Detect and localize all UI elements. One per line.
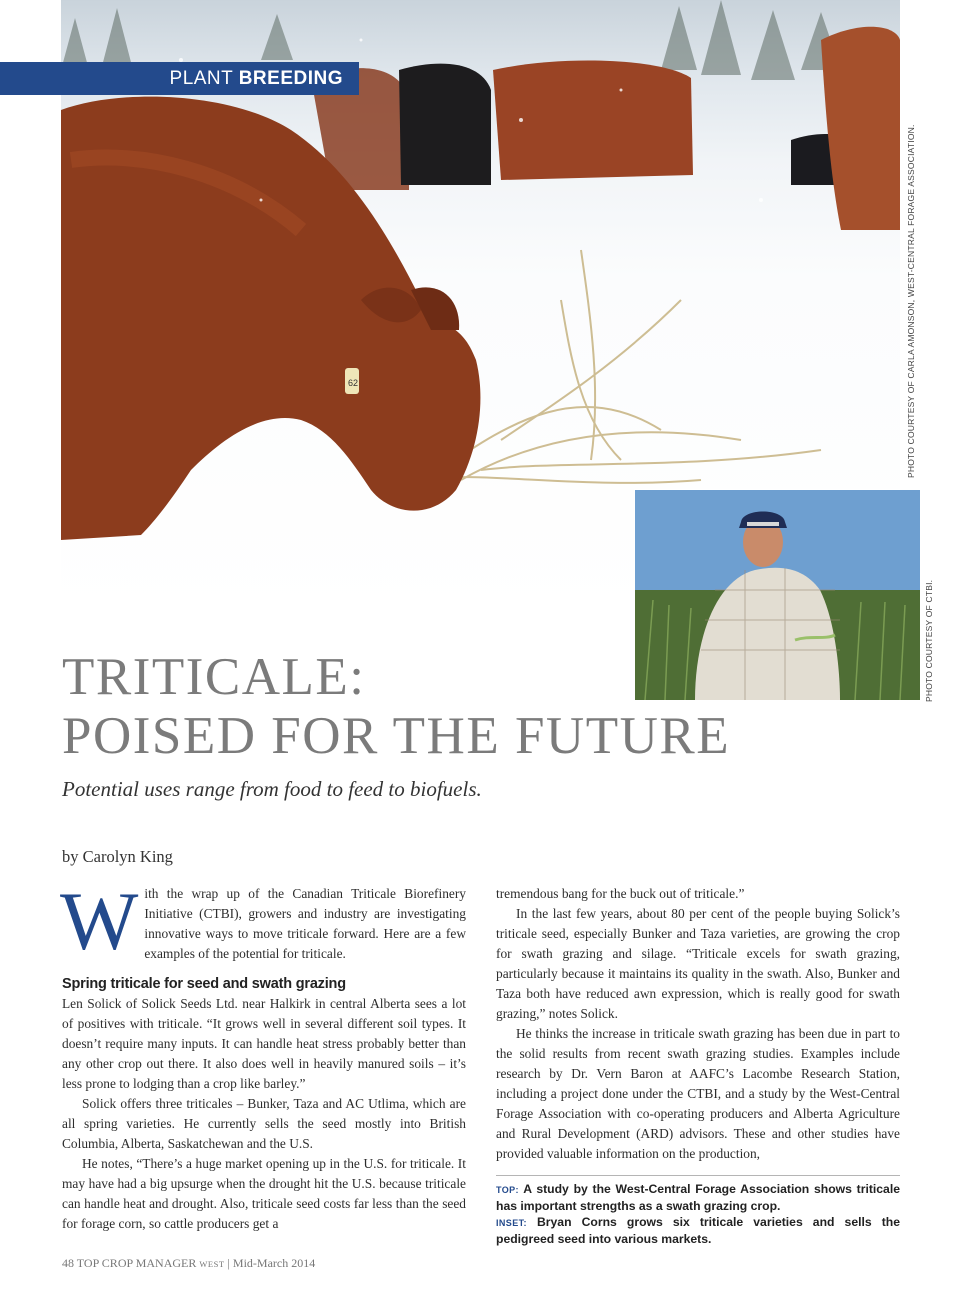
section-subhead: Spring triticale for seed and swath grazing	[62, 976, 346, 992]
article-title	[62, 648, 730, 766]
article-title-line1: TRITICALE:	[62, 648, 366, 706]
caption-top-label: TOP:	[496, 1185, 519, 1195]
body-column-left	[60, 875, 466, 1234]
body-paragraph: tremendous bang for the buck out of triticale.”	[496, 886, 745, 901]
body-paragraph: He thinks the increase in triticale swath grazing has been due in part to the solid results from recent swath grazing studies. Examples include research by Dr. Vern Baron at AAFC’s Lacombe Research Station, including a project done under the CTBI, and a study by the West-Central Forage Association with co-operating producers and Alberta Agriculture and Rural Development (ARD) advisors. These and other studies have provided valuable information on the production,	[496, 1026, 900, 1161]
caption-top-text: A study by the West-Central Forage Association shows triticale has important strengths as a swath grazing crop.	[496, 1182, 900, 1213]
drop-cap: W	[60, 875, 139, 967]
section-label-light: PLANT	[169, 68, 233, 89]
body-paragraph: In the last few years, about 80 per cent of the people buying Solick’s triticale seed, especially Bunker and Taza varieties, are growing the crop for swath grazing and silage. “Triticale excels for swath grazing, particularly because it maintains its quality in the swath. Also, Bunker and Taza both have reduced awn expression, which is really good for swath grazing,” notes Solick.	[496, 906, 900, 1021]
main-photo-credit: PHOTO COURTESY OF CARLA AMONSON, WEST-CENTRAL FORAGE ASSOCIATION.	[906, 124, 916, 478]
article-deck: Potential uses range from food to feed to biofuels.	[62, 777, 482, 801]
inset-photo-credit: PHOTO COURTESY OF CTBI.	[924, 579, 934, 702]
article-byline: by Carolyn King	[62, 847, 173, 866]
section-banner	[0, 62, 359, 95]
magazine-name: TOP CROP MANAGER	[76, 1256, 197, 1270]
intro-paragraph	[60, 875, 466, 967]
caption-top	[496, 1181, 900, 1214]
footer-separator: |	[227, 1256, 230, 1270]
body-paragraph: Len Solick of Solick Seeds Ltd. near Halkirk in central Alberta sees a lot of positives with triticale. “It grows well in several different soil types. It doesn’t require many inputs. It can handle heat stress probably better than any other crop out there. It also does well in heavily manured soils – it’s less prone to lodging than a crop like barley.”	[62, 996, 466, 1091]
issue-date: Mid-March 2014	[232, 1256, 316, 1270]
caption-divider	[496, 1175, 900, 1176]
body-paragraph: Solick offers three triticales – Bunker, Taza and AC Utlima, which are all spring varieties. He currently sells the seed mostly into British Columbia, Alberta, Saskatchewan and the U.S.	[62, 1096, 466, 1151]
body-paragraph: He notes, “There’s a huge market opening up in the U.S. for triticale. It may have had a big upsurge when the drought hit the U.S. because triticale can handle heat and drought. Also, triticale seed costs far less than the seed for forage corn, so cattle producers get a	[62, 1156, 466, 1231]
photo-captions	[496, 1181, 900, 1247]
magazine-edition: WEST	[199, 1259, 225, 1269]
caption-inset-label: INSET:	[496, 1218, 527, 1228]
intro-text: ith the wrap up of the Canadian Triticale Biorefinery Initiative (CTBI), growers and industry are investigating innovative ways to move triticale forward. Here are a few examples of the potential for triticale.	[144, 886, 466, 961]
ear-tag-number: 62	[348, 378, 359, 388]
hay-pile	[421, 250, 821, 483]
page-footer	[62, 1256, 315, 1271]
article-title-line2: POISED FOR THE FUTURE	[62, 707, 731, 765]
section-label-bold: BREEDING	[238, 68, 343, 89]
caption-inset	[496, 1214, 900, 1247]
caption-inset-text: Bryan Corns grows six triticale varieties and sells the pedigreed seed into various markets.	[496, 1215, 900, 1246]
page-number: 48	[62, 1256, 74, 1270]
body-column-right	[496, 884, 900, 1164]
